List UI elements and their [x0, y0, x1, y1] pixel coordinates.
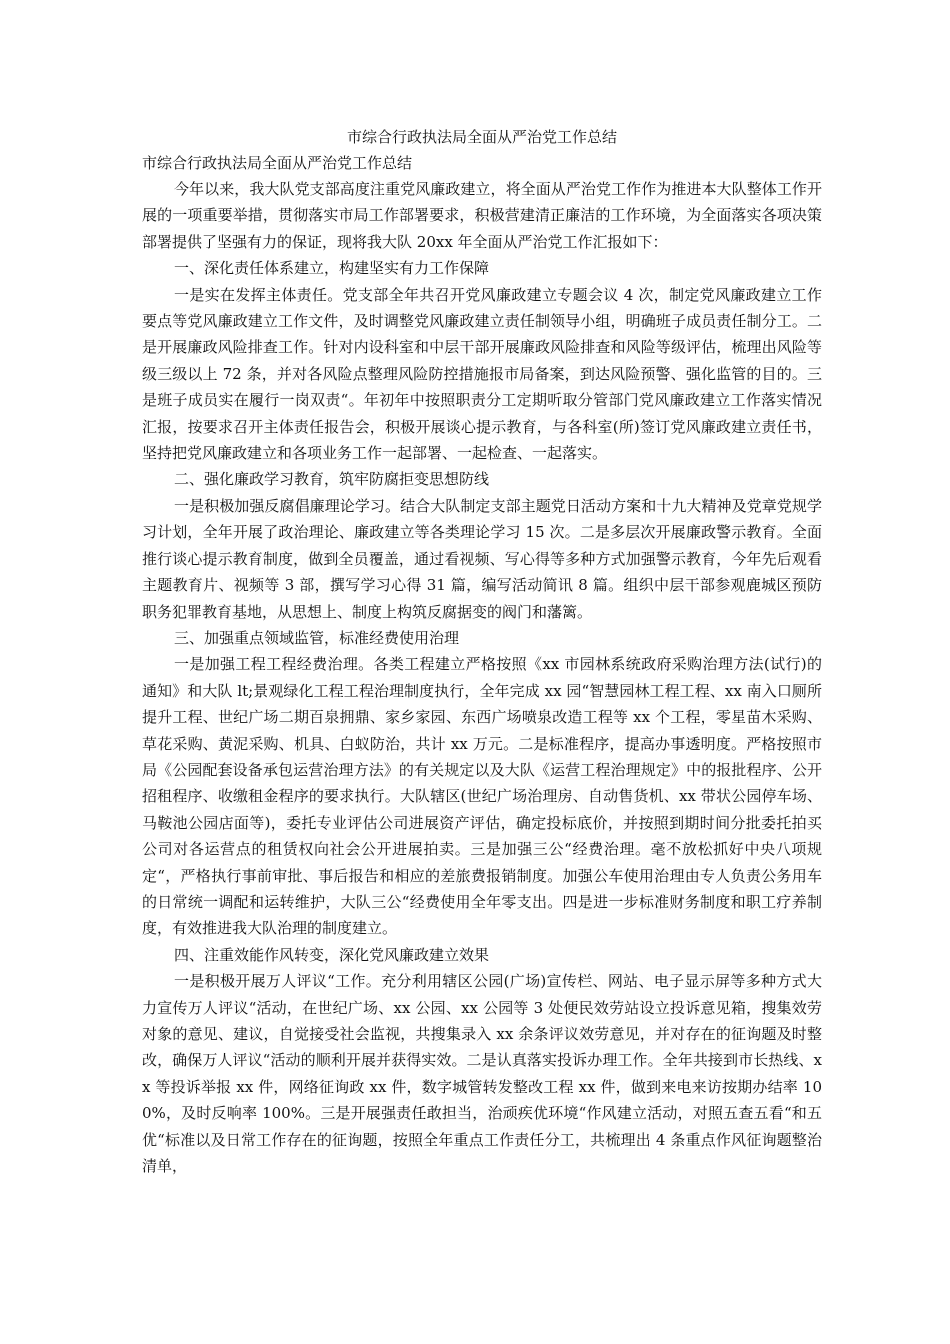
section-2-body: 一是积极加强反腐倡廉理论学习。结合大队制定支部主题党日活动方案和十九大精神及党章党规学习计划，全年开展了政治理论、廉政建立等各类理论学习 15 次。二是多层次开展廉政警示教育。全面推行谈心提示教育制度，做到全员覆盖，通过看视频、写心得等多种方式加强警示教育，今年先后观看主题教育片、视频等 3 部，撰写学习心得 31 篇，编写活动简讯 8 篇。组织中层干部参观鹿城区预防职务犯罪教育基地，从思想上、制度上构筑反腐据变的阀门和藩篱。	[142, 496, 822, 621]
section-3-body: 一是加强工程工程经费治理。各类工程建立严格按照《xx 市园林系统政府采购治理方法(试行)的通知》和大队 lt;景观绿化工程工程治理制度执行，全年完成 xx 园“智慧园林工程工程、xx 南入口厕所提升工程、世纪广场二期百泉拥鼎、家乡家园、东西广场喷泉改造工程等 xx 个工程，零星苗木采购、草花采购、黄泥采购、机具、白蚁防治，共计 xx 万元。二是标准程序，提高办事透明度。严格按照市局《公园配套设备承包运营治理方法》的有关规定以及大队《运营工程治理规定》中的报批程序、公开招租程序、收缴租金程序的要求执行。大队辖区(世纪广场治理房、自动售货机、xx 带状公园停车场、马鞍池公园店面等)，委托专业评估公司进展资产评估，确定投标底价，并按照到期时间分批委托拍买公司对各运营点的租赁权向社会公开进展拍卖。三是加强三公“经费治理。毫不放松抓好中央八项规定“，严格执行事前审批、事后报告和相应的差旅费报销制度。加强公车使用治理由专人负责公务用车的日常统一调配和运转维护，大队三公“经费使用全年零支出。四是进一步标准财务制度和职工疗养制度，有效推进我大队治理的制度建立。	[142, 655, 822, 938]
document-title: 市综合行政执法局全面从严治党工作总结	[346, 128, 617, 146]
section-4-heading: 四、注重效能作风转变，深化党风廉政建立效果	[174, 945, 490, 964]
section-1-body: 一是实在发挥主体责任。党支部全年共召开党风廉政建立专题会议 4 次，制定党风廉政建立工作要点等党风廉政建立工作文件，及时调整党风廉政建立责任制领导小组，明确班子成员责任制分工。二是开展廉政风险排查工作。针对内设科室和中层干部开展廉政风险排查和风险等级评估，梳理出风险等级三级以上 72 条，并对各风险点整理风险防控措施报市局备案，到达风险预警、强化监管的目的。三是班子成员实在履行一岗双责“。年初年中按照职责分工定期听取分管部门党风廉政建立工作落实情况汇报，按要求召开主体责任报告会，积极开展谈心提示教育，与各科室(所)签订党风廉政建立责任书，坚持把党风廉政建立和各项业务工作一起部署、一起检查、一起落实。	[142, 285, 822, 463]
document-page	[142, 124, 822, 1179]
section-4-body: 一是积极开展万人评议“工作。充分利用辖区公园(广场)宣传栏、网站、电子显示屏等多种方式大力宣传万人评议“活动，在世纪广场、xx 公园、xx 公园等 3 处便民效劳站设立投诉意见箱，搜集效劳对象的意见、建议，自觉接受社会监视，共搜集录入 xx 余条评议效劳意见，并对存在的征询题及时整改，确保万人评议“活动的顺利开展并获得实效。二是认真落实投诉办理工作。全年共接到市长热线、xx 等投诉举报 xx 件，网络征询政 xx 件，数字城管转发整改工程 xx 件，做到来电来访按期办结率 100%，及时反响率 100%。三是开展强责任敢担当，治顽疾优环境“作风建立活动，对照五查五看“和五优“标准以及日常工作存在的征询题，按照全年重点工作责任分工，共梳理出 4 条重点作风征询题整治清单，	[142, 972, 822, 1176]
section-1-heading: 一、深化责任体系建立，构建坚实有力工作保障	[174, 259, 490, 278]
section-2-heading: 二、强化廉政学习教育，筑牢防腐拒变思想防线	[174, 470, 490, 489]
document-subtitle: 市综合行政执法局全面从严治党工作总结	[142, 154, 413, 172]
intro-paragraph: 今年以来，我大队党支部高度注重党风廉政建立，将全面从严治党工作作为推进本大队整体工作开展的一项重要举措，贯彻落实市局工作部署要求，积极营建清正廉洁的工作环境，为全面落实各项决策部署提供了坚强有力的保证，现将我大队 20xx 年全面从严治党工作汇报如下：	[142, 180, 822, 251]
section-3-heading: 三、加强重点领域监管，标准经费使用治理	[174, 628, 460, 647]
